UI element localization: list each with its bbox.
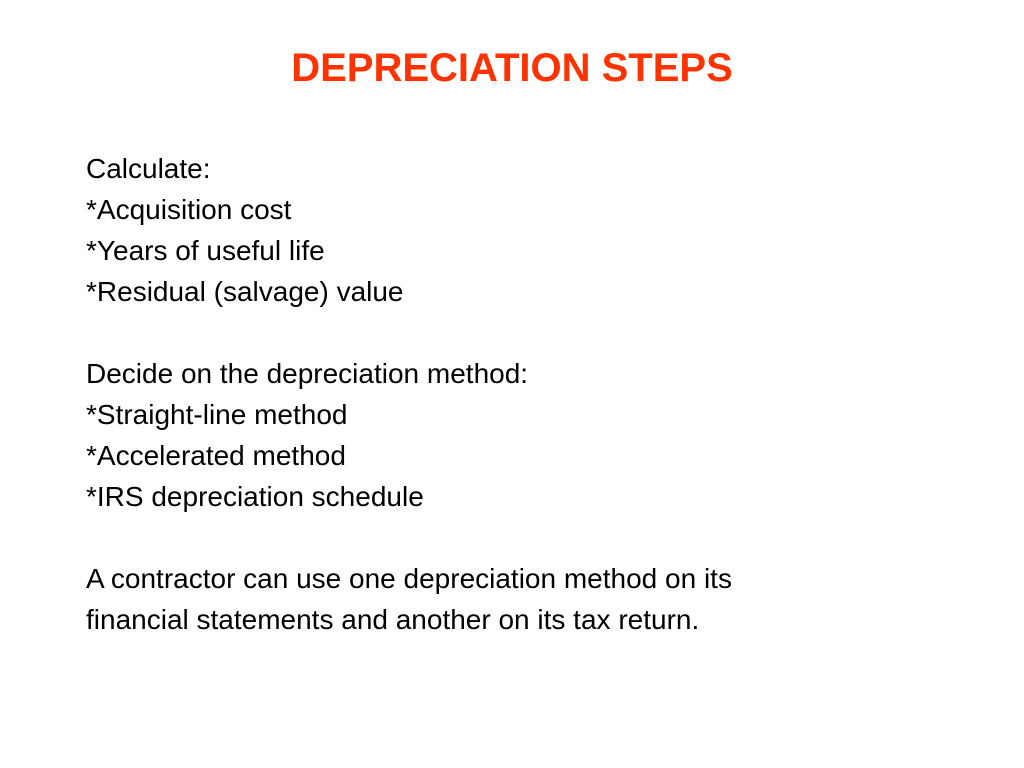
list-item-acquisition-cost: *Acquisition cost xyxy=(86,194,292,225)
list-item-irs-schedule: *IRS depreciation schedule xyxy=(86,481,424,512)
calculate-heading: Calculate: xyxy=(86,153,211,184)
list-item-residual-value: *Residual (salvage) value xyxy=(86,276,404,307)
paragraph-gap xyxy=(86,517,986,558)
slide-title: DEPRECIATION STEPS xyxy=(291,46,733,90)
list-item-accelerated: *Accelerated method xyxy=(86,440,346,471)
note-line-1: A contractor can use one depreciation method on its xyxy=(86,563,732,594)
list-item-straight-line: *Straight-line method xyxy=(86,399,348,430)
slide-body xyxy=(86,148,986,640)
method-heading: Decide on the depreciation method: xyxy=(86,358,529,389)
paragraph-gap xyxy=(86,312,986,353)
list-item-useful-life: *Years of useful life xyxy=(86,235,325,266)
note-line-2: financial statements and another on its tax return. xyxy=(86,604,700,635)
